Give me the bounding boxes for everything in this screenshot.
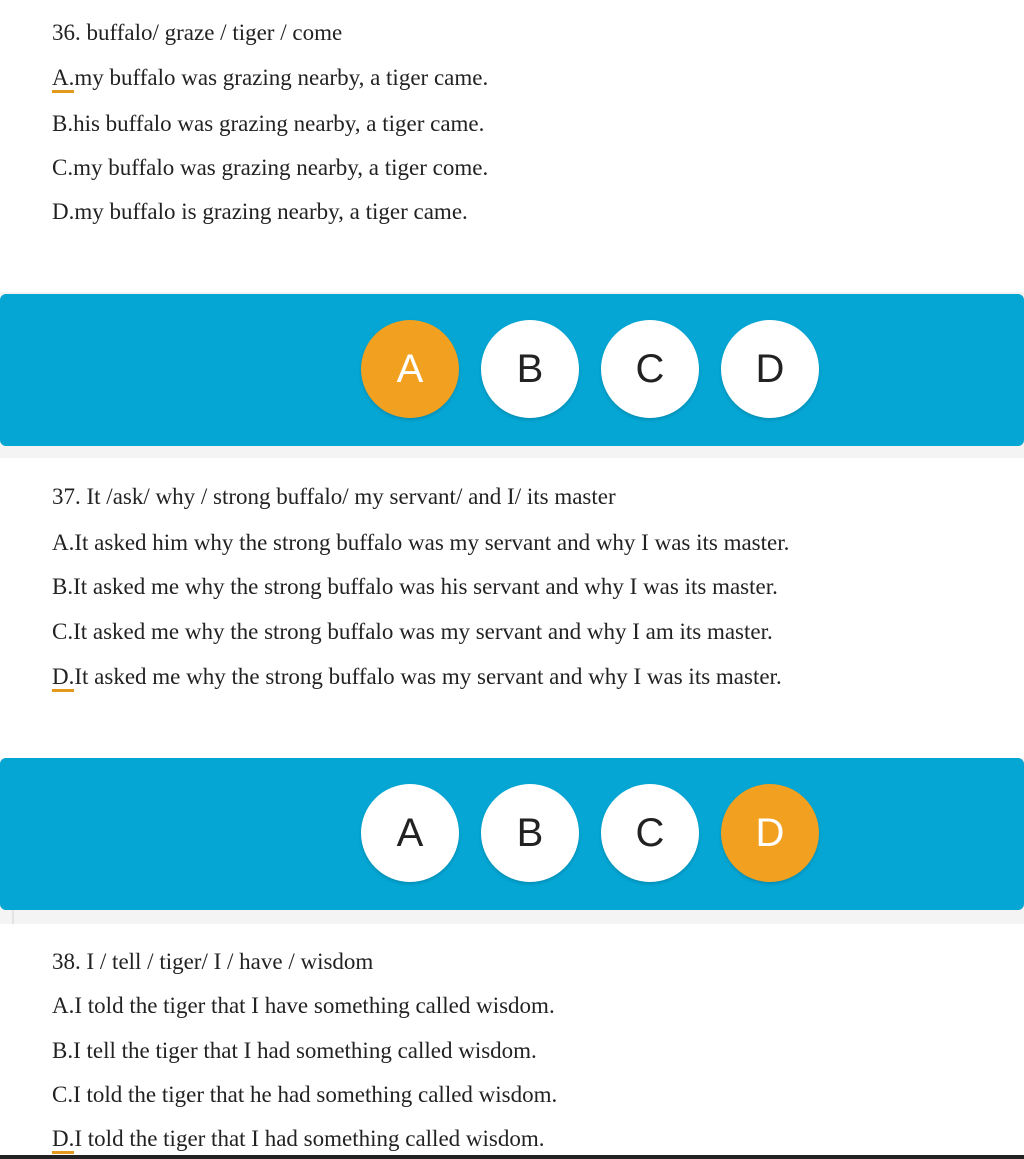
bottom-divider (0, 1155, 1024, 1159)
option-text: I told the tiger that I have something called wisdom. (74, 993, 555, 1018)
option-c (52, 155, 488, 181)
question-title: 37. It /ask/ why / strong buffalo/ my servant/ and I/ its master (52, 484, 616, 509)
option-letter: C. (52, 155, 74, 180)
option-text: my buffalo is grazing nearby, a tiger came. (74, 199, 468, 224)
answer-button-d[interactable]: D (721, 784, 819, 882)
option-b (52, 1038, 537, 1064)
option-a (52, 530, 789, 556)
option-text: It asked me why the strong buffalo was my servant and why I am its master. (73, 619, 773, 644)
option-a (52, 993, 555, 1019)
question-card-36 (0, 0, 1024, 292)
option-letter: C. (52, 1082, 74, 1107)
answer-button-b[interactable]: B (481, 784, 579, 882)
option-text: I tell the tiger that I had something called wisdom. (73, 1038, 537, 1063)
answer-button-a[interactable]: A (361, 784, 459, 882)
question-title: 38. I / tell / tiger/ I / have / wisdom (52, 949, 374, 974)
answer-button-d[interactable]: D (721, 320, 819, 418)
question-card-38 (0, 924, 1024, 1159)
option-text: It asked me why the strong buffalo was my servant and why I was its master. (74, 664, 782, 689)
answer-bar-37 (0, 758, 1024, 910)
answer-button-a[interactable]: A (361, 320, 459, 418)
option-letter: A. (52, 65, 74, 93)
option-c (52, 619, 773, 645)
option-text: his buffalo was grazing nearby, a tiger came. (73, 111, 485, 136)
option-letter: B. (52, 111, 74, 136)
answer-button-b[interactable]: B (481, 320, 579, 418)
option-letter: D. (52, 199, 75, 224)
option-letter: B. (52, 1038, 74, 1063)
option-letter: A. (52, 993, 75, 1018)
option-text: I told the tiger that he had something called wisdom. (73, 1082, 558, 1107)
option-d (52, 664, 782, 690)
option-letter: C. (52, 619, 74, 644)
option-letter: B. (52, 574, 74, 599)
option-text: It asked me why the strong buffalo was his servant and why I was its master. (73, 574, 778, 599)
option-b (52, 111, 484, 137)
option-text: my buffalo was grazing nearby, a tiger come. (73, 155, 489, 180)
answer-button-c[interactable]: C (601, 320, 699, 418)
option-text: my buffalo was grazing nearby, a tiger came. (74, 65, 489, 90)
question-title: 36. buffalo/ graze / tiger / come (52, 20, 343, 45)
option-letter: A. (52, 530, 75, 555)
answer-button-c[interactable]: C (601, 784, 699, 882)
question-card-37 (0, 458, 1024, 758)
answer-bar-36 (0, 294, 1024, 446)
option-text: I told the tiger that I had something called wisdom. (74, 1126, 545, 1151)
option-a (52, 65, 488, 91)
option-d (52, 1126, 545, 1152)
option-b (52, 574, 778, 600)
option-letter: D. (52, 664, 74, 692)
option-c (52, 1082, 557, 1108)
option-letter: D. (52, 1126, 74, 1154)
option-text: It asked him why the strong buffalo was my servant and why I was its master. (74, 530, 790, 555)
option-d (52, 199, 468, 225)
